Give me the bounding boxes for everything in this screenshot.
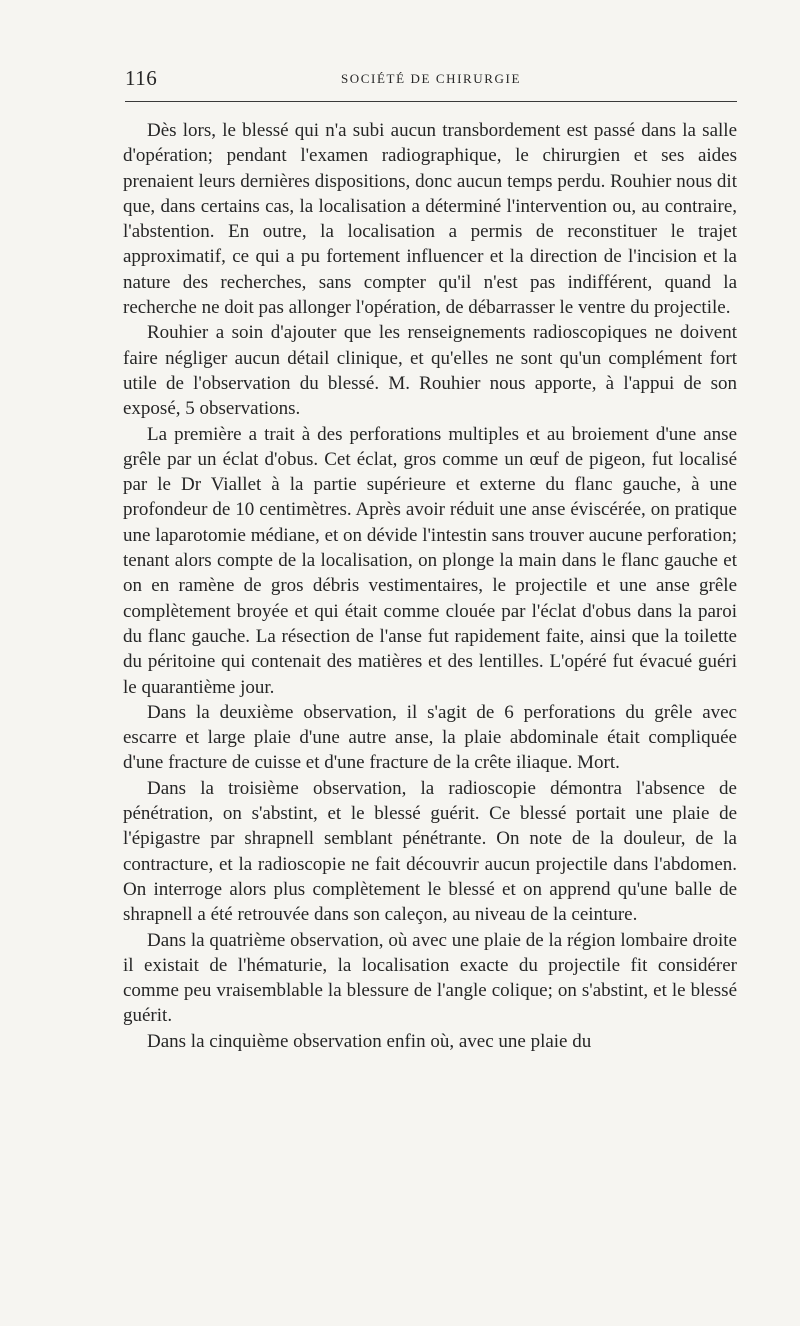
paragraph: Dans la cinquième observation enfin où, avec une plaie du	[147, 1030, 592, 1052]
paragraph: La première a trait à des perforations multiples et au broiement d'une anse grêle par un éclat d'obus. Cet éclat, gros comme un œuf de pigeon, fut localisé par le Dr Viallet à la partie supérieure et externe du flanc gauche, à une profondeur de 10 centimètres. Après avoir réduit une anse éviscérée, on pratique une laparotomie médiane, et on dévide l'intestin sans trouver aucune perforation; tenant alors compte de la localisation, on plonge la main dans le flanc gauche et on en ramène de gros débris vestimentaires, le projectile et une anse grêle complètement broyée et qui était comme clouée par l'éclat d'obus dans la paroi du flanc gauche. La résection de l'anse fut rapidement faite, ainsi que la toilette du péritoine qui contenait des matières et des lentilles. L'opéré fut évacué guéri le quarantième jour.	[123, 423, 737, 698]
page-number: 116	[125, 66, 158, 90]
paragraph: Dans la quatrième observation, où avec une plaie de la région lombaire droite il existait de l'hématurie, la localisation exacte du projectile fit considérer comme peu vraisemblable la blessure de l'angle colique; on s'abstint, et le blessé guérit.	[123, 929, 737, 1027]
page-header	[125, 66, 737, 92]
header-rule	[125, 101, 737, 102]
paragraph: Dans la troisième observation, la radioscopie démontra l'absence de pénétration, on s'abstint, et le blessé guérit. Ce blessé portait une plaie de l'épigastre par shrapnell semblant pénétrante. On note de la douleur, de la contracture, et la radioscopie ne fait découvrir aucun projectile dans l'abdomen. On interroge alors plus complètement le blessé et on apprend qu'une balle de shrapnell a été retrouvée dans son caleçon, au niveau de la ceinture.	[123, 777, 737, 926]
body-text	[123, 118, 737, 1054]
running-head: SOCIÉTÉ DE CHIRURGIE	[340, 71, 522, 86]
paragraph: Dès lors, le blessé qui n'a subi aucun transbordement est passé dans la salle d'opération; pendant l'examen radiographique, le chirurgien et ses aides prenaient leurs dernières dispositions, donc aucun temps perdu. Rouhier nous dit que, dans certains cas, la localisation a déterminé l'intervention ou, au contraire, l'abstention. En outre, la localisation a permis de reconstituer le trajet approximatif, ce qui a pu fortement influencer et la direction de l'incision et la nature des recherches, sans compter qu'il n'est pas indifférent, quand la recherche ne doit pas allonger l'opération, de débarrasser le ventre du projectile.	[123, 120, 737, 319]
paragraph: Dans la deuxième observation, il s'agit de 6 perforations du grêle avec escarre et large plaie d'une autre anse, la plaie abdominale était compliquée d'une fracture de cuisse et d'une fracture de la crête iliaque. Mort.	[123, 701, 737, 774]
paragraph: Rouhier a soin d'ajouter que les renseignements radioscopiques ne doivent faire négliger aucun détail clinique, et qu'elles ne sont qu'un complément fort utile de l'observation du blessé. M. Rouhier nous apporte, à l'appui de son exposé, 5 observations.	[123, 322, 737, 420]
